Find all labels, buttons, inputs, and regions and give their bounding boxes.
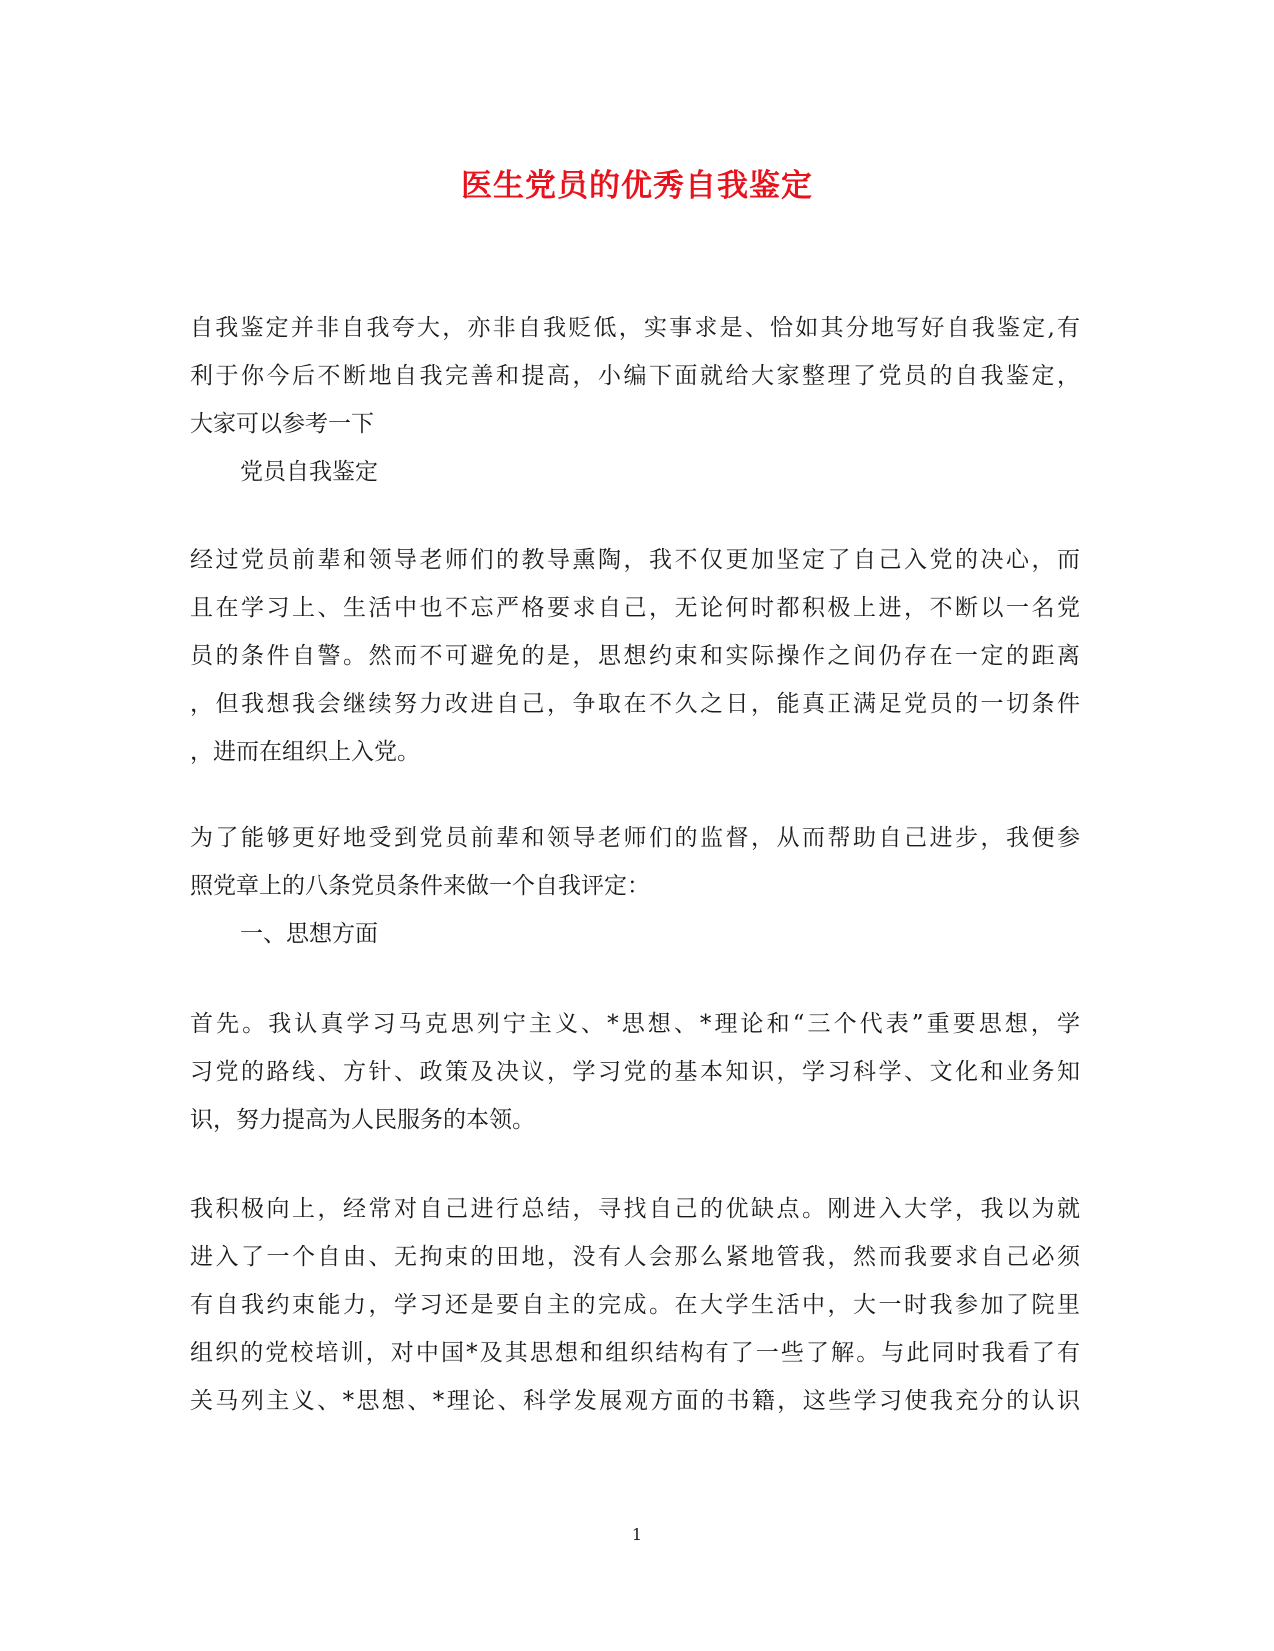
text-line: 有自我约束能力，学习还是要自主的完成。在大学生活中，大一时我参加了院里 bbox=[190, 1292, 1080, 1318]
text-line: 首先。我认真学习马克思列宁主义、*思想、*理论和“三个代表”重要思想，学 bbox=[190, 1011, 1080, 1037]
text-line: 且在学习上、生活中也不忘严格要求自己，无论何时都积极上进，不断以一名党 bbox=[190, 595, 1080, 621]
text-line: 照党章上的八条党员条件来做一个自我评定： bbox=[190, 873, 650, 899]
text-line: 利于你今后不断地自我完善和提高，小编下面就给大家整理了党员的自我鉴定， bbox=[190, 363, 1080, 389]
paragraph-2 bbox=[190, 814, 1080, 910]
section-heading-party-member-self-assessment: 党员自我鉴定 bbox=[240, 459, 378, 485]
section-heading-ideology: 一、思想方面 bbox=[240, 921, 378, 947]
paragraph-4 bbox=[190, 1185, 1080, 1425]
document-title: 医生党员的优秀自我鉴定 bbox=[461, 168, 813, 204]
paragraph-1 bbox=[190, 536, 1080, 776]
text-line: 大家可以参考一下 bbox=[190, 411, 374, 437]
text-line: 习党的路线、方针、政策及决议，学习党的基本知识，学习科学、文化和业务知 bbox=[190, 1059, 1080, 1085]
text-line: ，进而在组织上入党。 bbox=[190, 739, 420, 765]
paragraph-3 bbox=[190, 1000, 1080, 1144]
text-line: 关马列主义、*思想、*理论、科学发展观方面的书籍，这些学习使我充分的认识 bbox=[190, 1388, 1080, 1414]
intro-paragraph bbox=[190, 304, 1080, 448]
text-line: 进入了一个自由、无拘束的田地，没有人会那么紧地管我，然而我要求自己必须 bbox=[190, 1244, 1080, 1270]
text-line: 员的条件自警。然而不可避免的是，思想约束和实际操作之间仍存在一定的距离 bbox=[190, 643, 1080, 669]
text-line: 为了能够更好地受到党员前辈和领导老师们的监督，从而帮助自己进步，我便参 bbox=[190, 825, 1080, 851]
text-line: 自我鉴定并非自我夸大，亦非自我贬低，实事求是、恰如其分地写好自我鉴定,有 bbox=[190, 315, 1080, 341]
page-number: 1 bbox=[631, 1525, 643, 1544]
text-line: ，但我想我会继续努力改进自己，争取在不久之日，能真正满足党员的一切条件 bbox=[190, 691, 1080, 717]
text-line: 识，努力提高为人民服务的本领。 bbox=[190, 1107, 535, 1133]
text-line: 经过党员前辈和领导老师们的教导熏陶，我不仅更加坚定了自己入党的决心，而 bbox=[190, 547, 1080, 573]
text-line: 组织的党校培训，对中国*及其思想和组织结构有了一些了解。与此同时我看了有 bbox=[190, 1340, 1080, 1366]
text-line: 我积极向上，经常对自己进行总结，寻找自己的优缺点。刚进入大学，我以为就 bbox=[190, 1196, 1080, 1222]
